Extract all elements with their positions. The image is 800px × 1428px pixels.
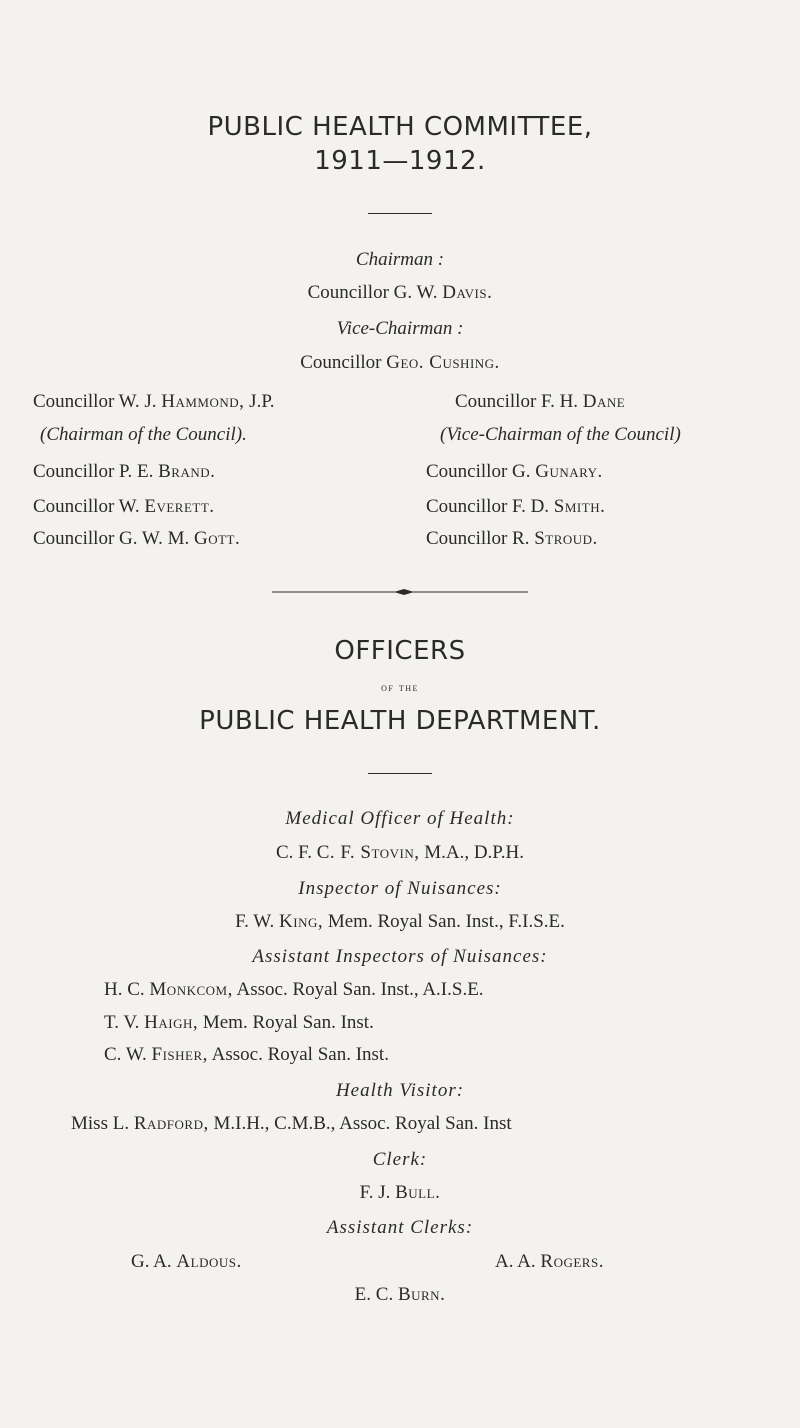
committee-years: 1911—1912. [314,146,486,176]
vice-chairman-label: Vice-Chairman : [336,318,464,339]
member-left-3: Councillor W. Everett. [33,496,215,517]
chairman-name: Councillor G. W. Davis. [307,282,493,303]
member-left-1-note: (Chairman of the Council). [40,424,247,445]
member-right-1: Councillor F. H. Dane [455,391,626,412]
inspector-name: F. W. King, Mem. Royal San. Inst., F.I.S.E. [235,911,565,932]
assistant-clerks-label: Assistant Clerks: [326,1217,474,1238]
assistant-inspectors-label: Assistant Inspectors of Nuisances: [252,946,548,967]
inspector-label: Inspector of Nuisances: [298,878,502,899]
officers-title: OFFICERS [334,636,466,666]
assistant-clerk-2: A. A. Rogers. [495,1251,604,1272]
member-right-2: Councillor G. Gunary. [426,461,603,482]
moh-name: C. F. C. F. Stovin, M.A., D.P.H. [276,842,524,863]
ornament-rule [272,586,528,598]
assistant-clerk-3: E. C. Burn. [354,1284,446,1305]
member-left-2: Councillor P. E. Brand. [33,461,216,482]
member-right-3: Councillor F. D. Smith. [426,496,606,517]
assistant-inspector-3: C. W. Fisher, Assoc. Royal San. Inst. [104,1044,389,1065]
of-the-label: of the [381,680,419,694]
assistant-inspector-2: T. V. Haigh, Mem. Royal San. Inst. [104,1012,374,1033]
health-visitor-label: Health Visitor: [335,1080,465,1101]
member-right-4: Councillor R. Stroud. [426,528,598,549]
clerk-name: F. J. Bull. [359,1182,441,1203]
committee-title: PUBLIC HEALTH COMMITTEE, [207,112,593,142]
assistant-inspector-1: H. C. Monkcom, Assoc. Royal San. Inst., A.I.S.E. [104,979,484,1000]
short-divider [368,213,432,214]
clerk-label: Clerk: [372,1149,428,1170]
vice-chairman-name: Councillor Geo. Cushing. [300,352,500,373]
member-right-1-note: (Vice-Chairman of the Council) [440,424,681,445]
short-divider-2 [368,773,432,774]
member-left-1: Councillor W. J. Hammond, J.P. [33,391,275,412]
chairman-label: Chairman : [355,249,445,270]
member-left-4: Councillor G. W. M. Gott. [33,528,241,549]
assistant-clerk-1: G. A. Aldous. [131,1251,242,1272]
department-title: PUBLIC HEALTH DEPARTMENT. [199,706,601,736]
health-visitor-name: Miss L. Radford, M.I.H., C.M.B., Assoc. Royal San. Inst [71,1113,512,1134]
moh-label: Medical Officer of Health: [285,808,515,829]
